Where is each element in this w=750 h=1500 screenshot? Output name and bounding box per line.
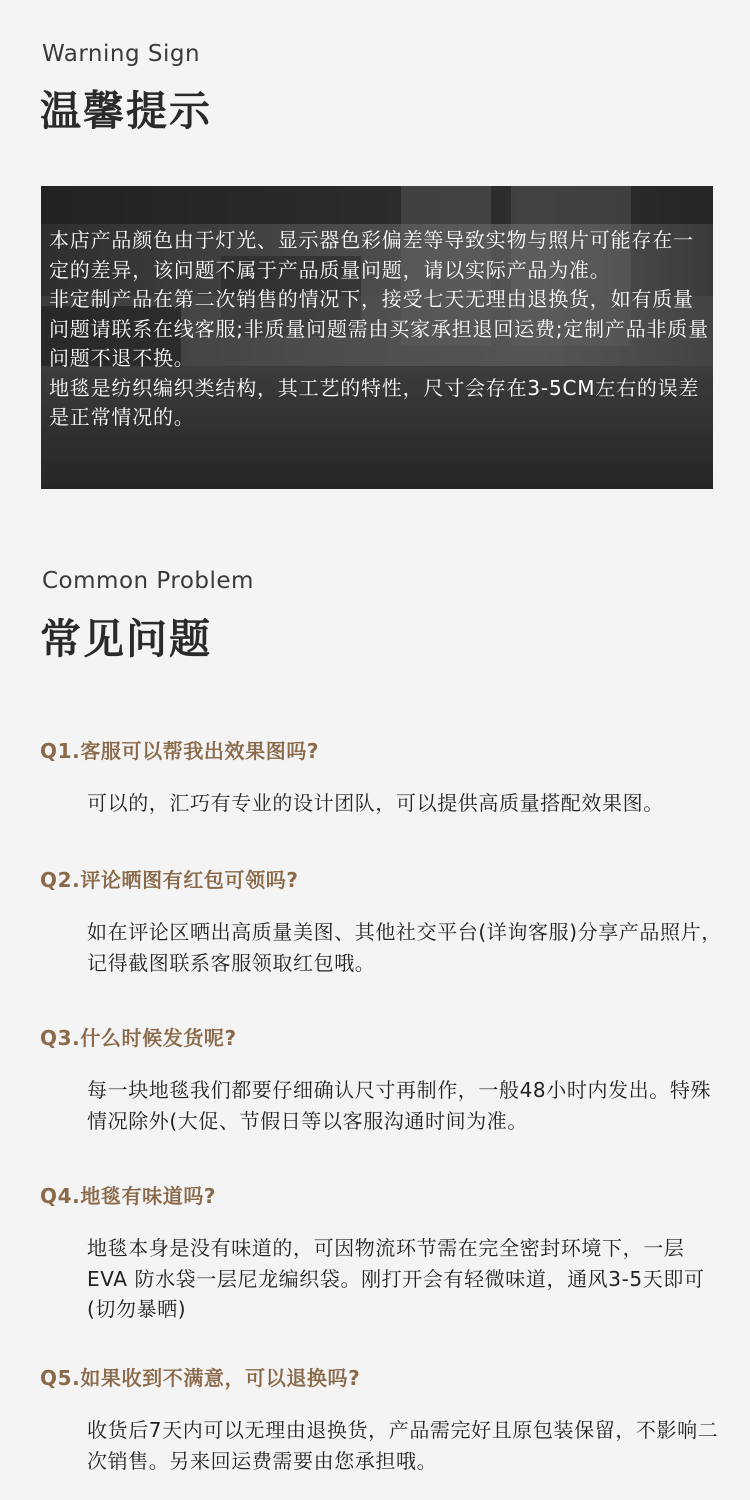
- faq-item: [40, 864, 720, 978]
- faq-item: [40, 1180, 720, 1325]
- notice-box: [41, 186, 713, 489]
- notice-text: [49, 226, 709, 433]
- faq-item: [40, 735, 720, 819]
- faq-title-en: Common Problem: [42, 568, 254, 594]
- faq-answer: 地毯本身是没有味道的，可因物流环节需在完全密封环境下，一层 EVA 防水袋一层尼龙编织袋。刚打开会有轻微味道，通风3-5天即可(切勿暴晒): [87, 1236, 705, 1321]
- notice-paragraph: 非定制产品在第二次销售的情况下，接受七天无理由退换货，如有质量问题请联系在线客服;非质量问题需由买家承担退回运费;定制产品非质量问题不退不换。: [49, 287, 709, 370]
- faq-question: Q3.什么时候发货呢?: [40, 1026, 237, 1050]
- faq-answer: 可以的，汇巧有专业的设计团队，可以提供高质量搭配效果图。: [87, 791, 664, 815]
- faq-question: Q5.如果收到不满意，可以退换吗?: [40, 1366, 361, 1390]
- faq-question: Q2.评论晒图有红包可领吗?: [40, 868, 299, 892]
- notice-paragraph: 本店产品颜色由于灯光、显示器色彩偏差等导致实物与照片可能存在一定的差异，该问题不属于产品质量问题，请以实际产品为准。: [49, 228, 694, 282]
- faq-question: Q1.客服可以帮我出效果图吗?: [40, 739, 320, 763]
- faq-answer: 收货后7天内可以无理由退换货，产品需完好且原包装保留，不影响二次销售。另来回运费需要由您承担哦。: [87, 1418, 719, 1473]
- faq-item: [40, 1362, 720, 1476]
- warning-title-en: Warning Sign: [42, 41, 201, 67]
- faq-item: [40, 1022, 720, 1136]
- faq-answer: 每一块地毯我们都要仔细确认尺寸再制作，一般48小时内发出。特殊情况除外(大促、节假日等以客服沟通时间为准。: [87, 1078, 712, 1133]
- faq-title: 常见问题: [40, 615, 212, 663]
- faq-question: Q4.地毯有味道吗?: [40, 1184, 217, 1208]
- faq-answer: 如在评论区晒出高质量美图、其他社交平台(详询客服)分享产品照片，记得截图联系客服领取红包哦。: [87, 920, 722, 975]
- notice-paragraph: 地毯是纺织编织类结构，其工艺的特性，尺寸会存在3-5CM左右的误差是正常情况的。: [49, 375, 700, 429]
- warning-title: 温馨提示: [40, 87, 212, 135]
